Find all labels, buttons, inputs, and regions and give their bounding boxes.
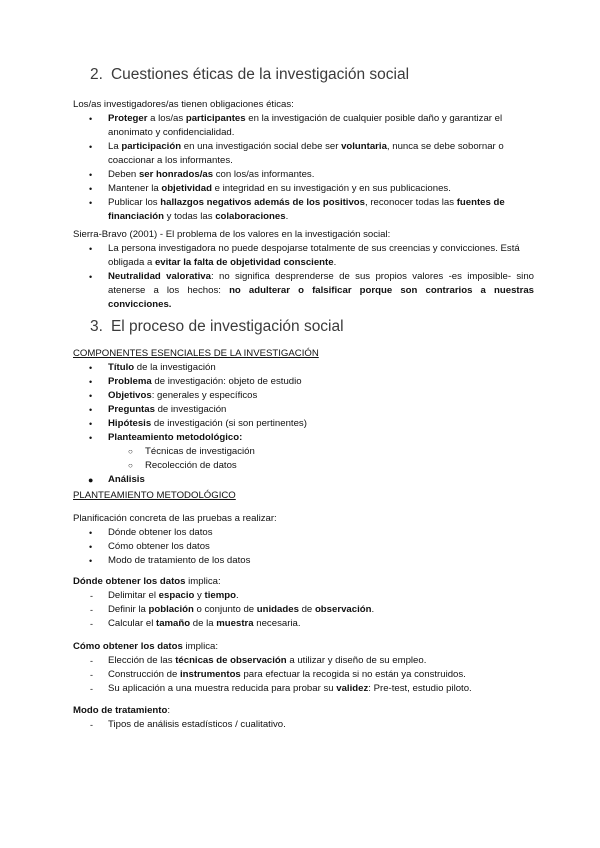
bullet-icon: • [89,363,93,373]
modo-list [0,718,600,732]
list-item: • Cómo obtener los datos [89,541,210,552]
bullet-icon: • [89,556,93,566]
list-item: • Neutralidad valorativa: no significa desprenderse de sus propios valores -es imposible- sino atenerse a los hechos: no adulterar o falsificar porque son contrarios a nuestras convicciones. [89,271,534,310]
bullet-icon: • [89,198,93,208]
donde-heading: Dónde obtener los datos implica: [73,576,221,587]
list-item: • La persona investigadora no puede despojarse totalmente de sus creencias y convicciones. Está obligada a evitar la falta de objetividad consciente. [89,243,520,268]
circle-bullet-icon: ○ [128,447,133,456]
bullet-icon: • [89,433,93,443]
list-item: - Su aplicación a una muestra reducida para probar su validez: Pre-test, estudio piloto. [90,683,472,694]
plan-list [0,526,600,568]
bullet-icon: • [89,419,93,429]
bullet-icon: • [89,528,93,538]
values-list [0,242,600,312]
list-item: • Título de la investigación [89,362,216,373]
list-item: • Deben ser honrados/as con los/as informantes. [89,169,315,180]
donde-list [0,589,600,631]
sierra-bravo-intro: Sierra-Bravo (2001) - El problema de los valores en la investigación social: [73,229,391,240]
bullet-icon: • [89,244,93,254]
list-item: • Problema de investigación: objeto de estudio [89,376,302,387]
bullet-icon: • [89,170,93,180]
list-item: • Publicar los hallazgos negativos además de los positivos, reconocer todas las fuentes de financiación y todas las colaboraciones. [89,197,505,222]
section-2-number: 2. [90,66,103,83]
bullet-icon: • [89,377,93,387]
bullet-icon: • [89,114,93,124]
dash-bullet-icon: - [90,684,93,694]
dot-bullet-icon: ● [88,475,94,485]
list-item: - Construcción de instrumentos para efectuar la recogida si no están ya construidos. [90,669,466,680]
list-item: • Mantener la objetividad e integridad en su investigación y en sus publicaciones. [89,183,451,194]
dash-bullet-icon: - [90,591,93,601]
list-item: • Dónde obtener los datos [89,527,213,538]
list-item: ● Análisis [88,474,145,485]
section-3-title: El proceso de investigación social [110,318,344,335]
section-3-heading [90,318,344,336]
list-item: - Calcular el tamaño de la muestra necesaria. [90,618,301,629]
dash-bullet-icon: - [90,619,93,629]
components-heading: COMPONENTES ESENCIALES DE LA INVESTIGACIÓN [73,348,319,359]
bullet-icon: • [89,184,93,194]
sub-list-item: ○ Recolección de datos [128,460,237,471]
dash-bullet-icon: - [90,670,93,680]
ethics-list [0,112,600,224]
como-heading: Cómo obtener los datos implica: [73,641,218,652]
plan-heading: PLANTEAMIENTO METODOLÓGICO [73,490,236,501]
section-3-number: 3. [90,318,103,335]
list-item: - Definir la población o conjunto de unidades de observación. [90,604,375,615]
section-2-title: Cuestiones éticas de la investigación social [110,66,410,83]
section-2-heading [90,66,409,84]
dash-bullet-icon: - [90,720,93,730]
dash-bullet-icon: - [90,656,93,666]
list-item: • Proteger a los/as participantes en la investigación de cualquier posible daño y garantizar el anonimato y confidencialidad. [89,113,503,138]
list-item: • Hipótesis de investigación (si son pertinentes) [89,418,307,429]
sub-list-item: ○ Técnicas de investigación [128,446,255,457]
components-list [0,361,600,487]
dash-bullet-icon: - [90,605,93,615]
list-item: • Modo de tratamiento de los datos [89,555,251,566]
circle-bullet-icon: ○ [128,461,133,470]
bullet-icon: • [89,405,93,415]
list-item: • Preguntas de investigación [89,404,227,415]
bullet-icon: • [89,272,93,282]
list-item: - Delimitar el espacio y tiempo. [90,590,239,601]
plan-intro: Planificación concreta de las pruebas a realizar: [73,513,277,524]
list-item: - Elección de las técnicas de observación a utilizar y diseño de su empleo. [90,655,427,666]
list-item: • Planteamiento metodológico: [89,432,243,443]
list-item: • La participación en una investigación social debe ser voluntaria, nunca se debe sobornar o coaccionar a los informantes. [89,141,504,166]
como-list [0,654,600,696]
bullet-icon: • [89,391,93,401]
list-item: • Objetivos: generales y específicos [89,390,258,401]
ethics-intro: Los/as investigadores/as tienen obligaciones éticas: [73,99,294,110]
list-item: - Tipos de análisis estadísticos / cualitativo. [90,719,286,730]
modo-heading: Modo de tratamiento: [73,705,171,716]
bullet-icon: • [89,142,93,152]
bullet-icon: • [89,542,93,552]
